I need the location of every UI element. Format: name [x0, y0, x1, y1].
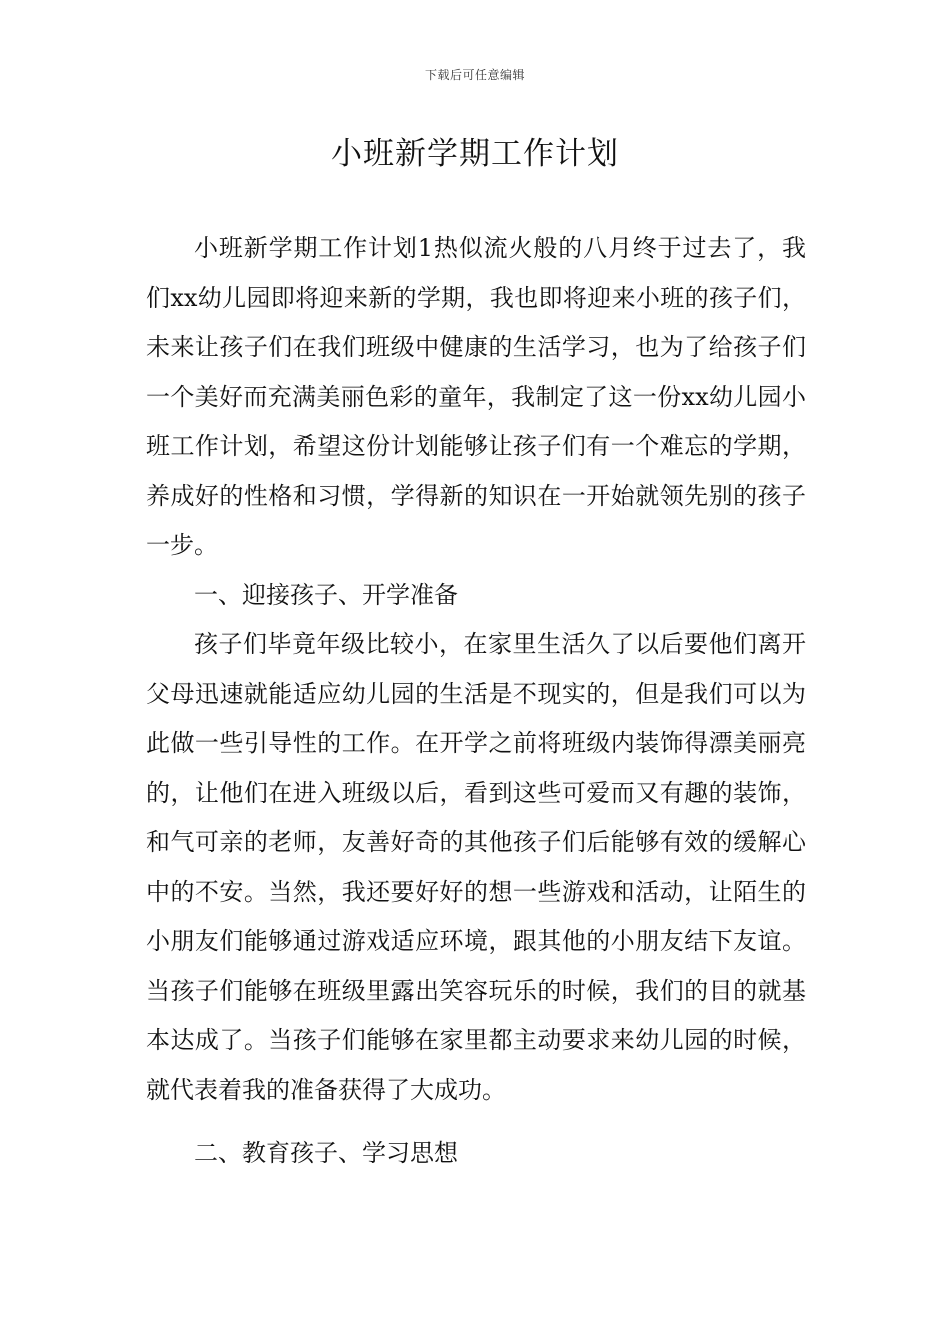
header-note: 下载后可任意编辑 — [424, 68, 525, 82]
section-heading-1: 一、迎接孩子、开学准备 — [194, 580, 458, 609]
section-heading-2: 二、教育孩子、学习思想 — [194, 1139, 458, 1167]
paragraph-section-1: 孩子们毕竟年级比较小，在家里生活久了以后要他们离开父母迅速就能适应幼儿园的生活是不现实的，但是我们可以为此做一些引导性的工作。在开学之前将班级内装饰得漂美丽亮的，让他们在进入班级以后，看到这些可爱而又有趣的装饰，和气可亲的老师，友善好奇的其他孩子们后能够有效的缓解心中的不安。当然，我还要好好的想一些游戏和活动，让陌生的小朋友们能够通过游戏适应环境，跟其他的小朋友结下友谊。当孩子们能够在班级里露出笑容玩乐的时候，我们的目的就基本达成了。当孩子们能够在家里都主动要求来幼儿园的时候，就代表着我的准备获得了大成功。 — [146, 630, 806, 1104]
document-body — [146, 224, 806, 1179]
paragraph-intro: 小班新学期工作计划1热似流火般的八月终于过去了，我们xx幼儿园即将迎来新的学期，我也即将迎来小班的孩子们，未来让孩子们在我们班级中健康的生活学习，也为了给孩子们一个美好而充满美丽色彩的童年，我制定了这一份xx幼儿园小班工作计划，希望这份计划能够让孩子们有一个难忘的学期，养成好的性格和习惯，学得新的知识在一开始就领先别的孩子一步。 — [146, 234, 806, 559]
document-title: 小班新学期工作计划 — [331, 136, 619, 172]
